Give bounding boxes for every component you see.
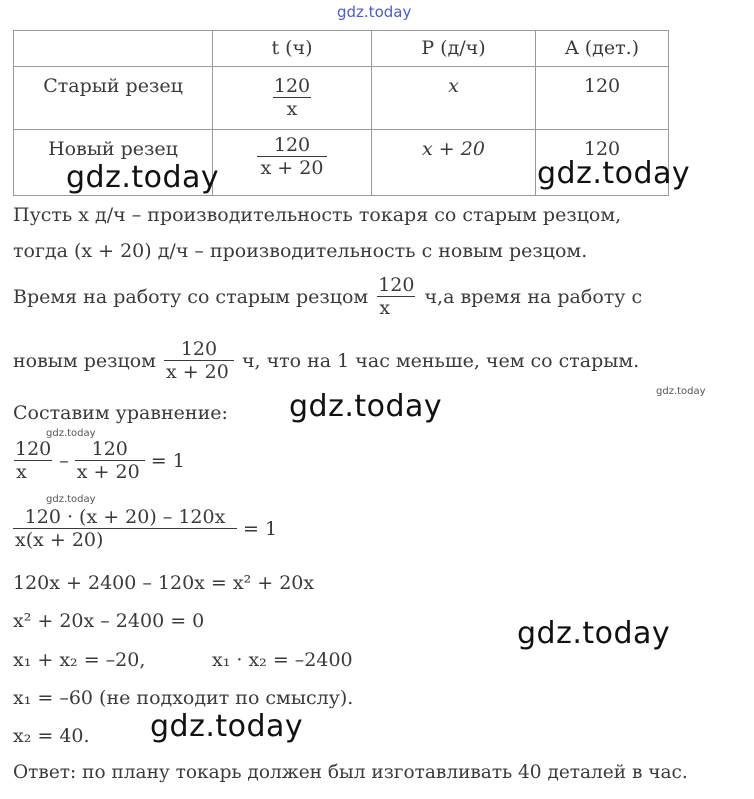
table-row: [14, 67, 669, 130]
equation-2-rhs: = 1: [243, 517, 278, 540]
text-line-3a: Время на работу со старым резцом: [13, 285, 369, 308]
cell-p-new: x + 20: [422, 138, 485, 160]
text-line-4: [13, 338, 639, 383]
equation-3: 120x + 2400 – 120x = x² + 20x: [13, 572, 315, 594]
watermark: gdz.today: [150, 709, 304, 744]
header-a: A (дет.): [536, 31, 669, 67]
fraction-num: 120: [15, 438, 52, 460]
equation-5a: x₁ + x₂ = –20,: [13, 649, 146, 671]
fraction-num: 120: [180, 338, 218, 360]
text-line-3: [13, 274, 642, 319]
text-line-5: Составим уравнение:: [13, 402, 228, 424]
fraction-eq2: [13, 506, 237, 551]
fraction-den: x: [377, 296, 415, 319]
watermark: gdz.today: [537, 156, 691, 191]
fraction-time-new: [164, 338, 234, 383]
fraction-num: 120: [378, 274, 415, 296]
header-t: t (ч): [213, 31, 372, 67]
watermark-top: gdz.today: [337, 3, 412, 21]
answer-line: Ответ: по плану токарь должен был изготавливать 40 деталей в час.: [13, 762, 688, 783]
text-line-3b: ч,а время на работу с: [424, 285, 643, 308]
fraction-num: 120: [273, 75, 311, 97]
fraction-den: x(x + 20): [13, 528, 237, 551]
fraction-den: x: [14, 460, 52, 483]
watermark-small: gdz.today: [46, 494, 96, 505]
text-line-4b: ч, что на 1 час меньше, чем со старым.: [241, 349, 640, 372]
watermark: gdz.today: [517, 616, 671, 651]
text-line-1: Пусть x д/ч – производительность токаря со старым резцом,: [13, 204, 622, 226]
equation-6: x₁ = –60 (не подходит по смыслу).: [13, 687, 354, 709]
fraction-den: x: [273, 97, 311, 120]
equation-2: [13, 506, 277, 551]
cell-a-new: 120: [536, 130, 669, 196]
equation-7: x₂ = 40.: [13, 725, 90, 747]
watermark: gdz.today: [289, 389, 443, 424]
fraction-num: 120 · (x + 20) – 120x: [24, 506, 226, 528]
fraction-den: x + 20: [257, 156, 327, 179]
text-line-2: тогда (x + 20) д/ч – производительность с новым резцом.: [13, 240, 588, 262]
row-label-old: Старый резец: [14, 67, 213, 130]
watermark-small: gdz.today: [656, 386, 706, 397]
fraction-eq1-b: [75, 438, 145, 483]
watermark: gdz.today: [66, 160, 220, 195]
header-empty: [14, 31, 213, 67]
text-line-4a: новым резцом: [13, 349, 156, 372]
row-label-new: Новый резец: [14, 130, 213, 196]
minus-sign: –: [59, 449, 69, 472]
equation-1: [13, 438, 185, 483]
equation-1-rhs: = 1: [150, 449, 185, 472]
watermark-small: gdz.today: [46, 428, 96, 439]
fraction-eq1-a: [13, 438, 53, 483]
cell-a-old: 120: [536, 67, 669, 130]
equation-5b: x₁ · x₂ = –2400: [212, 649, 353, 671]
cell-p-old: x: [448, 75, 459, 97]
fraction-t-old: [272, 75, 312, 120]
header-p: P (д/ч): [372, 31, 536, 67]
fraction-num: 120: [91, 438, 128, 460]
fraction-t-new: [257, 134, 327, 179]
fraction-num: 120: [273, 134, 311, 156]
table-header-row: [14, 31, 669, 67]
fraction-den: x + 20: [164, 360, 234, 383]
fraction-den: x + 20: [75, 460, 145, 483]
fraction-time-old: [376, 274, 416, 319]
equation-4: x² + 20x – 2400 = 0: [13, 610, 205, 632]
